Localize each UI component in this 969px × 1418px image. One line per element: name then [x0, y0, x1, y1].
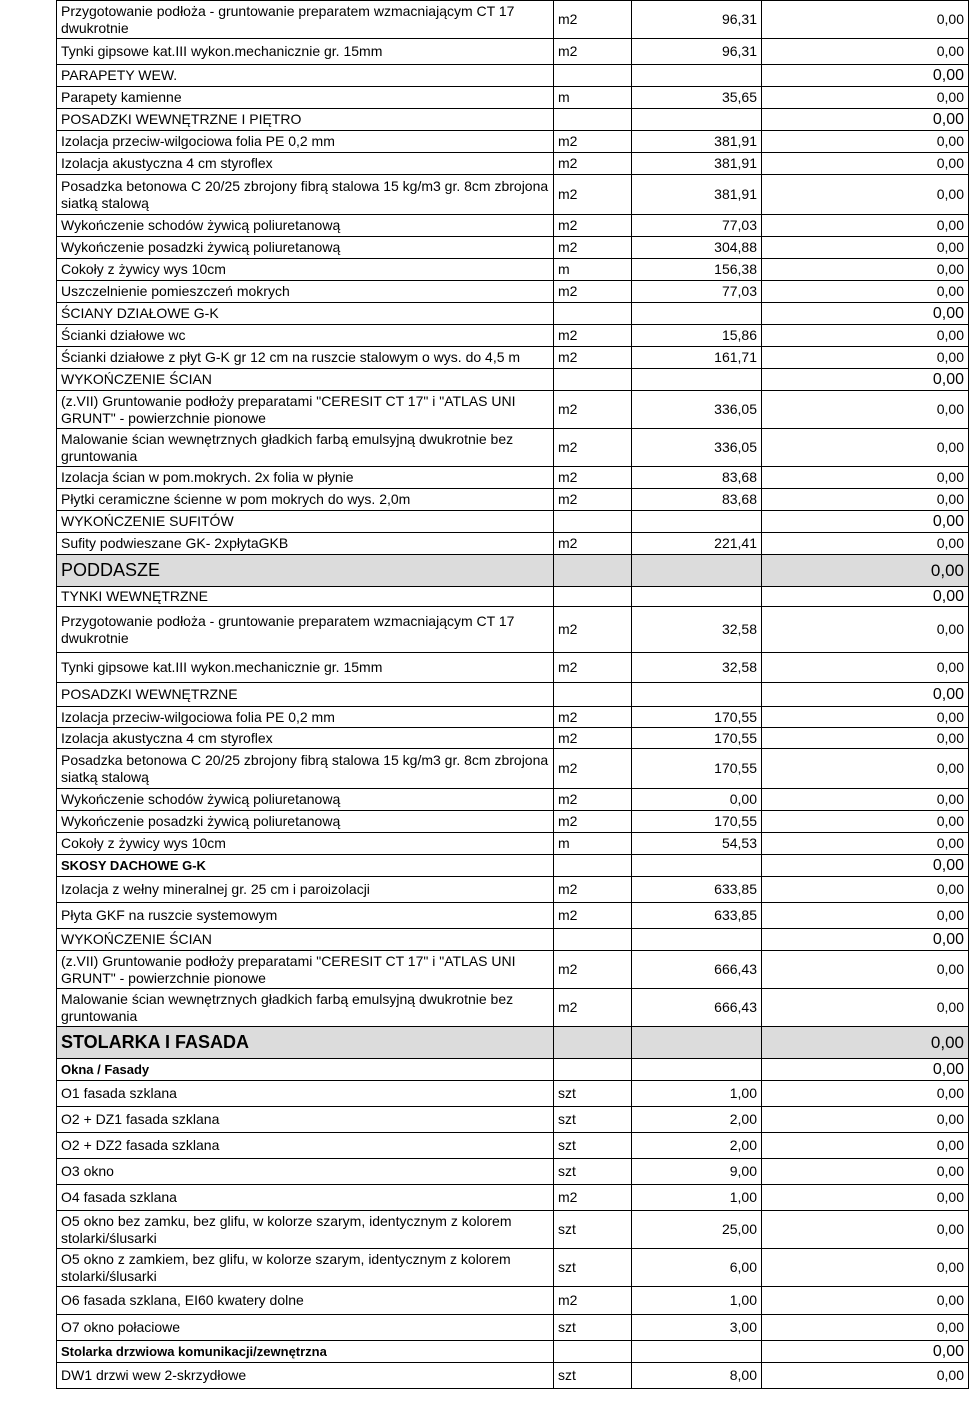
row-quantity: 3,00 — [632, 1315, 762, 1341]
row-value: 0,00 — [762, 237, 969, 259]
table-row — [57, 39, 969, 65]
row-quantity: 666,43 — [632, 951, 762, 989]
row-value: 0,00 — [762, 833, 969, 855]
row-quantity — [632, 929, 762, 951]
row-value: 0,00 — [762, 789, 969, 811]
row-quantity: 336,05 — [632, 429, 762, 467]
row-unit: m2 — [554, 989, 632, 1027]
row-quantity: 77,03 — [632, 215, 762, 237]
row-description: Malowanie ścian wewnętrznych gładkich farbą emulsyjną dwukrotnie bez gruntowania — [57, 429, 554, 467]
row-value: 0,00 — [762, 587, 969, 607]
row-unit: szt — [554, 1211, 632, 1249]
row-unit: m2 — [554, 1, 632, 39]
row-unit: m2 — [554, 789, 632, 811]
row-unit: m2 — [554, 903, 632, 929]
bill-of-quantities-table — [56, 0, 969, 1389]
table-row — [57, 1133, 969, 1159]
row-unit: m — [554, 259, 632, 281]
table-row — [57, 1315, 969, 1341]
row-quantity: 32,58 — [632, 607, 762, 653]
table-row — [57, 789, 969, 811]
row-unit — [554, 109, 632, 131]
row-quantity — [632, 65, 762, 87]
row-description: (z.VII) Gruntowanie podłoży preparatami "CERESIT CT 17" i "ATLAS UNI GRUNT" - powierzchnie pionowe — [57, 951, 554, 989]
table-row — [57, 1363, 969, 1389]
table-row — [57, 215, 969, 237]
table-row — [57, 175, 969, 215]
row-value: 0,00 — [762, 175, 969, 215]
row-quantity: 83,68 — [632, 489, 762, 511]
row-unit: m2 — [554, 391, 632, 429]
row-value: 0,00 — [762, 131, 969, 153]
row-description: Izolacja przeciw-wilgociowa folia PE 0,2 mm — [57, 131, 554, 153]
table-row — [57, 833, 969, 855]
row-unit: m2 — [554, 175, 632, 215]
row-unit: m2 — [554, 153, 632, 175]
row-value: 0,00 — [762, 929, 969, 951]
row-description: PODDASZE — [57, 555, 554, 587]
row-description: O2 + DZ2 fasada szklana — [57, 1133, 554, 1159]
row-description: Posadzka betonowa C 20/25 zbrojony fibrą stalowa 15 kg/m3 gr. 8cm zbrojona siatką stalową — [57, 749, 554, 789]
row-value: 0,00 — [762, 989, 969, 1027]
row-quantity: 35,65 — [632, 87, 762, 109]
row-description: O1 fasada szklana — [57, 1081, 554, 1107]
table-row — [57, 1159, 969, 1185]
table-body — [57, 1, 969, 1389]
row-description: Wykończenie schodów żywicą poliuretanową — [57, 215, 554, 237]
table-row — [57, 429, 969, 467]
row-unit: m2 — [554, 215, 632, 237]
row-unit — [554, 683, 632, 707]
row-description: Parapety kamienne — [57, 87, 554, 109]
row-unit: szt — [554, 1249, 632, 1287]
row-unit: m — [554, 833, 632, 855]
section-row — [57, 109, 969, 131]
row-unit: szt — [554, 1107, 632, 1133]
row-description: Wykończenie schodów żywicą poliuretanową — [57, 789, 554, 811]
row-quantity: 2,00 — [632, 1133, 762, 1159]
row-value: 0,00 — [762, 259, 969, 281]
row-quantity: 170,55 — [632, 707, 762, 728]
row-quantity: 170,55 — [632, 728, 762, 749]
row-value: 0,00 — [762, 1185, 969, 1211]
row-quantity: 170,55 — [632, 749, 762, 789]
row-description: PARAPETY WEW. — [57, 65, 554, 87]
row-description: O5 okno bez zamku, bez glifu, w kolorze szarym, identycznym z kolorem stolarki/ślusarki — [57, 1211, 554, 1249]
row-value: 0,00 — [762, 877, 969, 903]
row-unit — [554, 303, 632, 325]
row-unit — [554, 511, 632, 533]
row-value: 0,00 — [762, 1107, 969, 1133]
row-quantity: 161,71 — [632, 347, 762, 369]
row-value: 0,00 — [762, 728, 969, 749]
row-value: 0,00 — [762, 511, 969, 533]
row-value: 0,00 — [762, 811, 969, 833]
row-quantity: 6,00 — [632, 1249, 762, 1287]
table-row — [57, 749, 969, 789]
row-description: Tynki gipsowe kat.III wykon.mechanicznie gr. 15mm — [57, 39, 554, 65]
row-description: POSADZKI WEWNĘTRZNE I PIĘTRO — [57, 109, 554, 131]
table-row — [57, 951, 969, 989]
row-description: Izolacja akustyczna 4 cm styroflex — [57, 728, 554, 749]
row-value: 0,00 — [762, 391, 969, 429]
row-value: 0,00 — [762, 1249, 969, 1287]
row-value: 0,00 — [762, 489, 969, 511]
row-quantity — [632, 855, 762, 877]
row-description: Izolacja z wełny mineralnej gr. 25 cm i paroizolacji — [57, 877, 554, 903]
row-description: Posadzka betonowa C 20/25 zbrojony fibrą stalowa 15 kg/m3 gr. 8cm zbrojona siatką stalową — [57, 175, 554, 215]
table-row — [57, 728, 969, 749]
row-description: Okna / Fasady — [57, 1059, 554, 1081]
row-unit: szt — [554, 1081, 632, 1107]
row-unit: m2 — [554, 533, 632, 555]
row-description: Tynki gipsowe kat.III wykon.mechanicznie gr. 15mm — [57, 653, 554, 683]
table-row — [57, 259, 969, 281]
row-description: WYKOŃCZENIE ŚCIAN — [57, 929, 554, 951]
row-unit: m2 — [554, 467, 632, 489]
section-row — [57, 1341, 969, 1363]
row-unit — [554, 369, 632, 391]
table-row — [57, 989, 969, 1027]
row-value: 0,00 — [762, 303, 969, 325]
row-unit — [554, 1341, 632, 1363]
row-value: 0,00 — [762, 607, 969, 653]
row-value: 0,00 — [762, 903, 969, 929]
row-value: 0,00 — [762, 683, 969, 707]
row-unit — [554, 65, 632, 87]
row-unit: m2 — [554, 951, 632, 989]
row-quantity: 1,00 — [632, 1185, 762, 1211]
table-row — [57, 489, 969, 511]
table-row — [57, 1185, 969, 1211]
row-unit: m2 — [554, 489, 632, 511]
row-description: Wykończenie posadzki żywicą poliuretanową — [57, 811, 554, 833]
row-value: 0,00 — [762, 855, 969, 877]
table-row — [57, 131, 969, 153]
row-quantity — [632, 555, 762, 587]
row-value: 0,00 — [762, 1211, 969, 1249]
row-description: O5 okno z zamkiem, bez glifu, w kolorze szarym, identycznym z kolorem stolarki/ślusarki — [57, 1249, 554, 1287]
table-row — [57, 281, 969, 303]
row-value: 0,00 — [762, 1341, 969, 1363]
row-unit: m2 — [554, 607, 632, 653]
row-quantity — [632, 511, 762, 533]
row-unit: m2 — [554, 347, 632, 369]
row-description: O6 fasada szklana, EI60 kwatery dolne — [57, 1287, 554, 1315]
row-value: 0,00 — [762, 1027, 969, 1059]
row-quantity — [632, 1027, 762, 1059]
row-quantity: 156,38 — [632, 259, 762, 281]
row-unit: m2 — [554, 728, 632, 749]
row-value: 0,00 — [762, 555, 969, 587]
row-description: Ścianki działowe wc — [57, 325, 554, 347]
row-unit: m2 — [554, 653, 632, 683]
row-value: 0,00 — [762, 533, 969, 555]
row-value: 0,00 — [762, 429, 969, 467]
row-description: Izolacja przeciw-wilgociowa folia PE 0,2 mm — [57, 707, 554, 728]
row-quantity: 304,88 — [632, 237, 762, 259]
row-unit: m2 — [554, 707, 632, 728]
row-unit: szt — [554, 1159, 632, 1185]
row-quantity: 381,91 — [632, 131, 762, 153]
row-unit: m2 — [554, 429, 632, 467]
row-unit: m2 — [554, 131, 632, 153]
row-description: Przygotowanie podłoża - gruntowanie preparatem wzmacniającym CT 17 dwukrotnie — [57, 607, 554, 653]
row-description: Uszczelnienie pomieszczeń mokrych — [57, 281, 554, 303]
row-quantity: 83,68 — [632, 467, 762, 489]
row-quantity: 96,31 — [632, 1, 762, 39]
row-unit — [554, 555, 632, 587]
table-row — [57, 325, 969, 347]
row-quantity: 15,86 — [632, 325, 762, 347]
row-value: 0,00 — [762, 1, 969, 39]
table-row — [57, 607, 969, 653]
row-quantity: 170,55 — [632, 811, 762, 833]
section-row — [57, 683, 969, 707]
table-row — [57, 153, 969, 175]
row-description: DW1 drzwi wew 2-skrzydłowe — [57, 1363, 554, 1389]
row-unit: m2 — [554, 749, 632, 789]
row-unit: m2 — [554, 325, 632, 347]
row-description: Przygotowanie podłoża - gruntowanie preparatem wzmacniającym CT 17 dwukrotnie — [57, 1, 554, 39]
section-row — [57, 303, 969, 325]
section-row — [57, 855, 969, 877]
row-value: 0,00 — [762, 65, 969, 87]
table-row — [57, 1287, 969, 1315]
row-value: 0,00 — [762, 1081, 969, 1107]
row-description: WYKOŃCZENIE ŚCIAN — [57, 369, 554, 391]
row-description: Płyta GKF na ruszcie systemowym — [57, 903, 554, 929]
row-value: 0,00 — [762, 1059, 969, 1081]
row-description: O7 okno połaciowe — [57, 1315, 554, 1341]
row-value: 0,00 — [762, 87, 969, 109]
row-description: POSADZKI WEWNĘTRZNE — [57, 683, 554, 707]
row-description: Cokoły z żywicy wys 10cm — [57, 833, 554, 855]
table-row — [57, 903, 969, 929]
row-unit: m2 — [554, 1185, 632, 1211]
table-row — [57, 391, 969, 429]
section-row — [57, 369, 969, 391]
row-description: ŚCIANY DZIAŁOWE G-K — [57, 303, 554, 325]
row-description: O2 + DZ1 fasada szklana — [57, 1107, 554, 1133]
row-value: 0,00 — [762, 749, 969, 789]
row-value: 0,00 — [762, 1133, 969, 1159]
row-quantity — [632, 369, 762, 391]
row-description: TYNKI WEWNĘTRZNE — [57, 587, 554, 607]
table-row — [57, 1081, 969, 1107]
row-unit: m2 — [554, 281, 632, 303]
row-value: 0,00 — [762, 1315, 969, 1341]
main-section-row — [57, 1027, 969, 1059]
row-quantity: 77,03 — [632, 281, 762, 303]
row-value: 0,00 — [762, 347, 969, 369]
row-quantity: 666,43 — [632, 989, 762, 1027]
row-description: (z.VII) Gruntowanie podłoży preparatami "CERESIT CT 17" i "ATLAS UNI GRUNT" - powierzchnie pionowe — [57, 391, 554, 429]
row-unit: m2 — [554, 39, 632, 65]
row-value: 0,00 — [762, 153, 969, 175]
row-quantity: 9,00 — [632, 1159, 762, 1185]
row-quantity — [632, 1059, 762, 1081]
table-row — [57, 1, 969, 39]
row-quantity — [632, 683, 762, 707]
row-value: 0,00 — [762, 653, 969, 683]
row-description: Płytki ceramiczne ścienne w pom mokrych do wys. 2,0m — [57, 489, 554, 511]
row-unit: m2 — [554, 1287, 632, 1315]
row-description: Malowanie ścian wewnętrznych gładkich farbą emulsyjną dwukrotnie bez gruntowania — [57, 989, 554, 1027]
section-row — [57, 587, 969, 607]
row-quantity: 381,91 — [632, 175, 762, 215]
row-description: Ścianki działowe z płyt G-K gr 12 cm na ruszcie stalowym o wys. do 4,5 m — [57, 347, 554, 369]
row-quantity: 633,85 — [632, 877, 762, 903]
main-section-row — [57, 555, 969, 587]
row-quantity: 381,91 — [632, 153, 762, 175]
row-unit — [554, 855, 632, 877]
row-quantity — [632, 303, 762, 325]
row-value: 0,00 — [762, 707, 969, 728]
row-value: 0,00 — [762, 1159, 969, 1185]
table-row — [57, 653, 969, 683]
table-row — [57, 237, 969, 259]
table-row — [57, 1249, 969, 1287]
section-row — [57, 511, 969, 533]
row-quantity: 0,00 — [632, 789, 762, 811]
row-value: 0,00 — [762, 467, 969, 489]
row-unit: m2 — [554, 811, 632, 833]
table-row — [57, 811, 969, 833]
row-value: 0,00 — [762, 39, 969, 65]
table-row — [57, 347, 969, 369]
row-unit — [554, 1027, 632, 1059]
row-quantity: 8,00 — [632, 1363, 762, 1389]
row-description: SKOSY DACHOWE G-K — [57, 855, 554, 877]
row-quantity: 54,53 — [632, 833, 762, 855]
row-quantity: 633,85 — [632, 903, 762, 929]
table-row — [57, 877, 969, 903]
row-description: WYKOŃCZENIE SUFITÓW — [57, 511, 554, 533]
row-unit: szt — [554, 1133, 632, 1159]
row-description: Cokoły z żywicy wys 10cm — [57, 259, 554, 281]
row-description: Izolacja akustyczna 4 cm styroflex — [57, 153, 554, 175]
row-quantity: 221,41 — [632, 533, 762, 555]
table-row — [57, 1211, 969, 1249]
section-row — [57, 1059, 969, 1081]
row-quantity: 336,05 — [632, 391, 762, 429]
row-quantity: 1,00 — [632, 1081, 762, 1107]
row-unit: szt — [554, 1363, 632, 1389]
row-quantity: 25,00 — [632, 1211, 762, 1249]
row-value: 0,00 — [762, 281, 969, 303]
section-row — [57, 929, 969, 951]
table-row — [57, 533, 969, 555]
row-quantity: 32,58 — [632, 653, 762, 683]
row-unit: m2 — [554, 237, 632, 259]
row-quantity: 96,31 — [632, 39, 762, 65]
row-description: O3 okno — [57, 1159, 554, 1185]
section-row — [57, 65, 969, 87]
row-description: Wykończenie posadzki żywicą poliuretanową — [57, 237, 554, 259]
row-quantity — [632, 1341, 762, 1363]
row-value: 0,00 — [762, 325, 969, 347]
row-description: Izolacja ścian w pom.mokrych. 2x folia w płynie — [57, 467, 554, 489]
row-quantity: 1,00 — [632, 1287, 762, 1315]
row-value: 0,00 — [762, 951, 969, 989]
row-unit — [554, 929, 632, 951]
row-unit: m — [554, 87, 632, 109]
row-value: 0,00 — [762, 215, 969, 237]
row-quantity — [632, 587, 762, 607]
row-value: 0,00 — [762, 1287, 969, 1315]
row-unit — [554, 1059, 632, 1081]
row-value: 0,00 — [762, 109, 969, 131]
row-description: Stolarka drzwiowa komunikacji/zewnętrzna — [57, 1341, 554, 1363]
table-row — [57, 1107, 969, 1133]
table-row — [57, 87, 969, 109]
row-value: 0,00 — [762, 369, 969, 391]
row-unit: m2 — [554, 877, 632, 903]
table-row — [57, 707, 969, 728]
row-description: O4 fasada szklana — [57, 1185, 554, 1211]
row-value: 0,00 — [762, 1363, 969, 1389]
row-quantity: 2,00 — [632, 1107, 762, 1133]
table-row — [57, 467, 969, 489]
row-quantity — [632, 109, 762, 131]
row-description: STOLARKA I FASADA — [57, 1027, 554, 1059]
row-unit — [554, 587, 632, 607]
row-unit: szt — [554, 1315, 632, 1341]
row-description: Sufity podwieszane GK- 2xpłytaGKB — [57, 533, 554, 555]
